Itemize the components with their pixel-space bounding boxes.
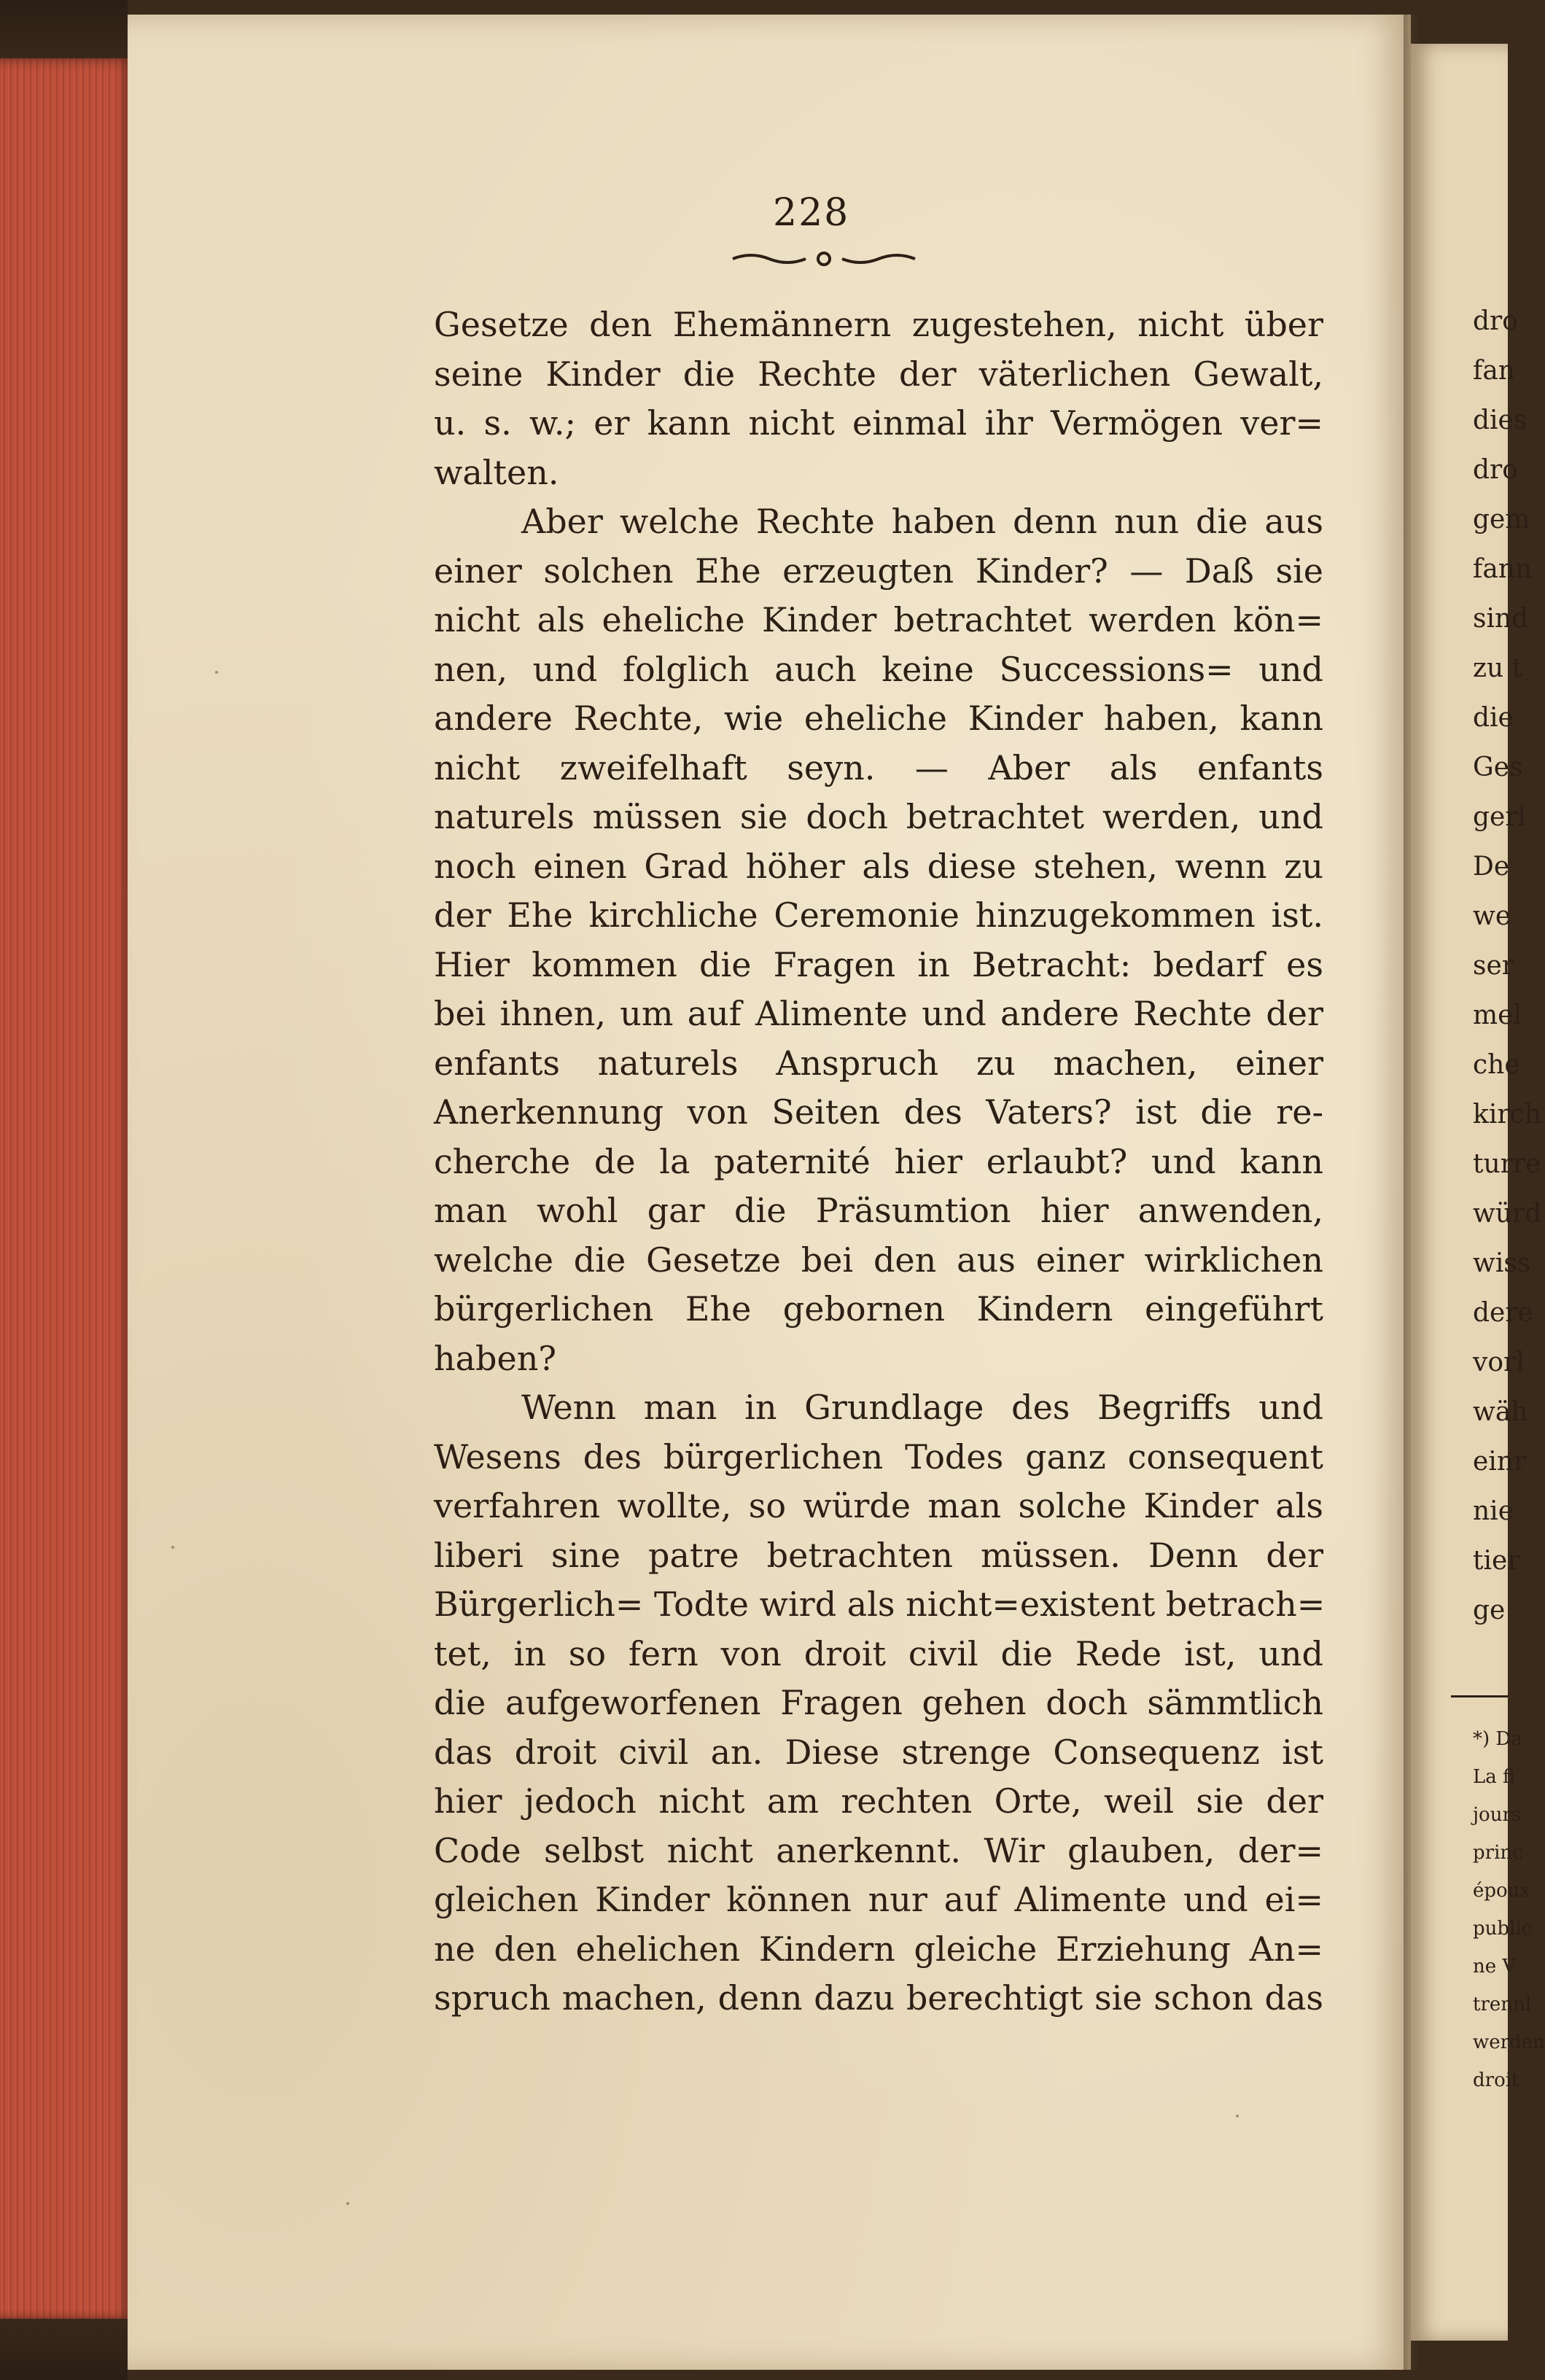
text-line: naturels müssen sie doch betrachtet werden, und (434, 797, 1323, 836)
adjacent-text-fragment: nie (1473, 1496, 1514, 1526)
adjacent-footnote-fragment: droit (1473, 2069, 1519, 2091)
page-number: 228 (773, 191, 850, 235)
adjacent-text-fragment: kirch (1473, 1100, 1541, 1129)
text-line: andere Rechte, wie eheliche Kinder haben, kann (434, 699, 1323, 738)
adjacent-text-fragment: turre (1473, 1149, 1541, 1179)
adjacent-footnote-fragment: *) Da (1473, 1728, 1522, 1750)
paper-speck (171, 1546, 174, 1549)
adjacent-text-fragment: ser (1473, 951, 1514, 981)
adjacent-text-fragment: we (1473, 901, 1511, 931)
adjacent-text-fragment: mel (1473, 1000, 1522, 1030)
text-line: einer solchen Ehe erzeugten Kinder? — Daß sie (434, 551, 1323, 591)
text-line: hier jedoch nicht am rechten Orte, weil sie der (434, 1781, 1323, 1821)
text-line: verfahren wollte, so würde man solche Kinder als (434, 1486, 1323, 1525)
text-line: nicht zweifelhaft seyn. — Aber als enfants (434, 747, 1323, 788)
text-line: liberi sine patre betrachten müssen. Denn der (434, 1535, 1323, 1575)
adjacent-text-fragment: gerl (1473, 802, 1527, 832)
text-line: haben? (434, 1338, 557, 1378)
text-line: Hier kommen die Fragen in Betracht: bedarf es (434, 944, 1323, 984)
text-line: enfants naturels Anspruch zu machen, einer (434, 1043, 1323, 1083)
adjacent-footnote-fragment: public (1473, 1918, 1533, 1940)
text-line: nen, und folglich auch keine Successions= und (434, 649, 1323, 689)
adjacent-footnote-fragment: jours (1473, 1804, 1522, 1826)
text-line: u. s. w.; er kann nicht einmal ihr Vermögen ver= (434, 403, 1323, 443)
adjacent-text-fragment: ge (1473, 1595, 1506, 1625)
text-line: Aber welche Rechte haben denn nun die aus (521, 502, 1323, 541)
adjacent-text-fragment: wiss (1473, 1248, 1531, 1278)
adjacent-text-fragment: gem (1473, 505, 1530, 534)
text-line: das droit civil an. Diese strenge Consequenz ist (434, 1732, 1323, 1772)
text-line: bürgerlichen Ehe gebornen Kindern eingeführt (434, 1289, 1323, 1329)
adjacent-footnote-fragment: trennl (1473, 1994, 1532, 2015)
adjacent-text-fragment: sind (1473, 604, 1529, 634)
adjacent-text-fragment: De (1473, 852, 1510, 882)
adjacent-text-fragment: die (1473, 703, 1514, 733)
footnote-rule (1451, 1695, 1508, 1698)
adjacent-text-fragment: dies (1473, 405, 1528, 435)
adjacent-text-fragment: che (1473, 1050, 1520, 1080)
book-edge-shadow (0, 0, 128, 2380)
paper-speck (215, 671, 218, 674)
text-line: nicht als eheliche Kinder betrachtet werden kön= (434, 600, 1323, 639)
text-line: gleichen Kinder können nur auf Alimente und ei= (434, 1880, 1323, 1919)
text-line: bei ihnen, um auf Alimente und andere Rechte der (434, 994, 1323, 1033)
text-line: Gesetze den Ehemännern zugestehen, nicht über (434, 305, 1323, 344)
adjacent-text-fragment: zu t (1473, 653, 1523, 683)
adjacent-text-fragment: dro (1473, 306, 1518, 336)
adjacent-footnote-fragment: werden (1473, 2031, 1545, 2053)
text-line: Bürgerlich= Todte wird als nicht=existent betrach= (434, 1584, 1326, 1624)
text-line: Wesens des bürgerlichen Todes ganz consequent (434, 1436, 1323, 1477)
text-line: der Ehe kirchliche Ceremonie hinzugekommen ist. (434, 895, 1323, 935)
text-line: ne den ehelichen Kindern gleiche Erziehung An= (434, 1929, 1323, 1969)
adjacent-text-fragment: wäh (1473, 1397, 1528, 1427)
adjacent-text-fragment: Ges (1473, 752, 1523, 782)
text-line: tet, in so fern von droit civil die Rede ist, und (434, 1633, 1323, 1673)
adjacent-footnote-fragment: La fi (1473, 1766, 1516, 1788)
text-line: Wenn man in Grundlage des Begriffs und (521, 1388, 1323, 1427)
text-line: Code selbst nicht anerkennt. Wir glauben, der= (434, 1830, 1323, 1870)
adjacent-text-fragment: fann (1473, 554, 1533, 584)
adjacent-text-fragment: einr (1473, 1447, 1527, 1477)
paper-speck (1236, 2115, 1239, 2118)
adjacent-text-fragment: dro (1473, 455, 1518, 485)
paper-speck (346, 2202, 349, 2205)
adjacent-text-fragment: dere (1473, 1298, 1533, 1328)
body-text (434, 300, 1326, 2023)
adjacent-text-fragment: vorl (1473, 1348, 1525, 1377)
text-line: Anerkennung von Seiten des Vaters? ist die re- (434, 1092, 1323, 1132)
text-line: cherche de la paternité hier erlaubt? und kann (434, 1141, 1323, 1181)
text-line: spruch machen, denn dazu berechtigt sie schon das (434, 1978, 1323, 2018)
header-ornament (729, 248, 919, 270)
text-line: noch einen Grad höher als diese stehen, wenn zu (434, 846, 1323, 886)
adjacent-text-fragment: fan (1473, 356, 1515, 386)
adjacent-footnote-fragment: princ (1473, 1842, 1523, 1864)
text-line: seine Kinder die Rechte der väterlichen Gewalt, (434, 354, 1323, 394)
text-line: man wohl gar die Präsumtion hier anwenden, (434, 1191, 1323, 1230)
text-line: die aufgeworfenen Fragen gehen doch sämmtlich (434, 1683, 1323, 1722)
adjacent-footnote-fragment: ne V (1473, 1956, 1517, 1978)
text-line: welche die Gesetze bei den aus einer wirklichen (434, 1240, 1323, 1280)
adjacent-footnote-fragment: époux (1473, 1880, 1531, 1902)
adjacent-text-fragment: würd (1473, 1199, 1542, 1229)
adjacent-text-fragment: tier (1473, 1546, 1520, 1576)
text-line: walten. (434, 452, 559, 492)
